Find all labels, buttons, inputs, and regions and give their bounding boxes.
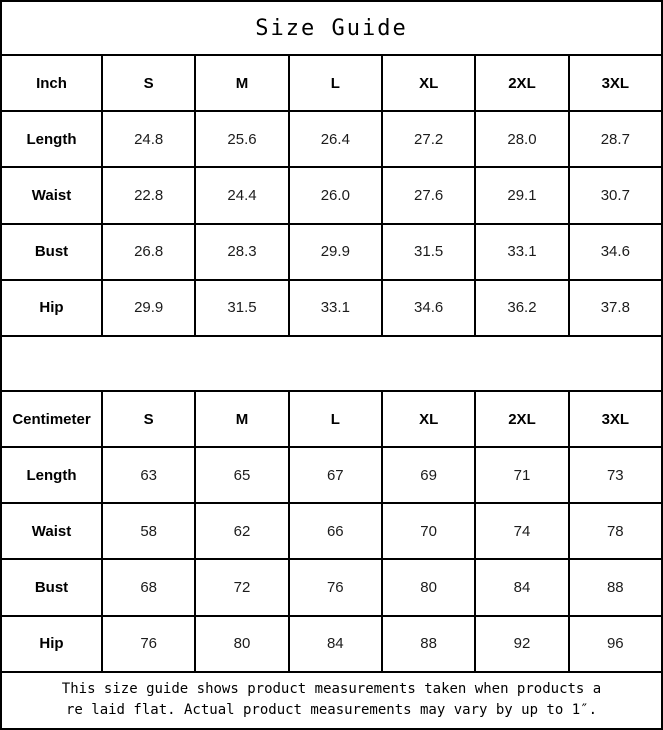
row-label: Bust xyxy=(1,559,102,615)
value-cell: 66 xyxy=(289,503,382,559)
size-header-m: M xyxy=(195,55,288,111)
value-cell: 36.2 xyxy=(475,280,568,336)
value-cell: 84 xyxy=(475,559,568,615)
value-cell: 24.8 xyxy=(102,111,195,167)
value-cell: 63 xyxy=(102,447,195,503)
value-cell: 30.7 xyxy=(569,167,662,223)
page-title: Size Guide xyxy=(1,1,662,55)
spacer-row xyxy=(1,336,662,391)
value-cell: 26.8 xyxy=(102,224,195,280)
inch-waist-row xyxy=(1,167,662,223)
cm-waist-row xyxy=(1,503,662,559)
value-cell: 71 xyxy=(475,447,568,503)
row-label: Waist xyxy=(1,167,102,223)
inch-unit-header: Inch xyxy=(1,55,102,111)
size-header-3xl: 3XL xyxy=(569,391,662,447)
value-cell: 34.6 xyxy=(569,224,662,280)
row-label: Hip xyxy=(1,280,102,336)
row-label: Length xyxy=(1,111,102,167)
value-cell: 29.9 xyxy=(102,280,195,336)
row-label: Length xyxy=(1,447,102,503)
value-cell: 73 xyxy=(569,447,662,503)
cm-length-row xyxy=(1,447,662,503)
value-cell: 69 xyxy=(382,447,475,503)
inch-bust-row xyxy=(1,224,662,280)
value-cell: 27.2 xyxy=(382,111,475,167)
title-row xyxy=(1,1,662,55)
value-cell: 96 xyxy=(569,616,662,672)
value-cell: 72 xyxy=(195,559,288,615)
value-cell: 88 xyxy=(382,616,475,672)
note-line-2: re laid flat. Actual product measurements may vary by up to 1″. xyxy=(65,702,597,719)
value-cell: 29.1 xyxy=(475,167,568,223)
size-header-m: M xyxy=(195,391,288,447)
note-row xyxy=(1,672,662,729)
value-cell: 31.5 xyxy=(195,280,288,336)
inch-hip-row xyxy=(1,280,662,336)
measurement-note xyxy=(1,672,662,729)
value-cell: 22.8 xyxy=(102,167,195,223)
value-cell: 84 xyxy=(289,616,382,672)
value-cell: 70 xyxy=(382,503,475,559)
value-cell: 68 xyxy=(102,559,195,615)
value-cell: 92 xyxy=(475,616,568,672)
row-label: Waist xyxy=(1,503,102,559)
row-label: Hip xyxy=(1,616,102,672)
size-header-2xl: 2XL xyxy=(475,391,568,447)
value-cell: 37.8 xyxy=(569,280,662,336)
cm-header-row xyxy=(1,391,662,447)
value-cell: 74 xyxy=(475,503,568,559)
value-cell: 62 xyxy=(195,503,288,559)
cm-bust-row xyxy=(1,559,662,615)
inch-header-row xyxy=(1,55,662,111)
value-cell: 34.6 xyxy=(382,280,475,336)
size-header-2xl: 2XL xyxy=(475,55,568,111)
size-header-s: S xyxy=(102,391,195,447)
value-cell: 29.9 xyxy=(289,224,382,280)
cm-unit-header: Centimeter xyxy=(1,391,102,447)
value-cell: 33.1 xyxy=(289,280,382,336)
value-cell: 88 xyxy=(569,559,662,615)
value-cell: 26.0 xyxy=(289,167,382,223)
note-line-1: This size guide shows product measurements taken when products a xyxy=(61,680,602,697)
value-cell: 58 xyxy=(102,503,195,559)
value-cell: 76 xyxy=(289,559,382,615)
size-header-l: L xyxy=(289,391,382,447)
value-cell: 78 xyxy=(569,503,662,559)
size-header-xl: XL xyxy=(382,391,475,447)
value-cell: 80 xyxy=(382,559,475,615)
value-cell: 67 xyxy=(289,447,382,503)
value-cell: 65 xyxy=(195,447,288,503)
cm-hip-row xyxy=(1,616,662,672)
spacer-cell xyxy=(1,336,662,391)
value-cell: 25.6 xyxy=(195,111,288,167)
value-cell: 28.7 xyxy=(569,111,662,167)
size-header-xl: XL xyxy=(382,55,475,111)
size-header-l: L xyxy=(289,55,382,111)
value-cell: 28.3 xyxy=(195,224,288,280)
value-cell: 24.4 xyxy=(195,167,288,223)
value-cell: 76 xyxy=(102,616,195,672)
inch-length-row xyxy=(1,111,662,167)
value-cell: 33.1 xyxy=(475,224,568,280)
value-cell: 28.0 xyxy=(475,111,568,167)
row-label: Bust xyxy=(1,224,102,280)
value-cell: 26.4 xyxy=(289,111,382,167)
size-header-3xl: 3XL xyxy=(569,55,662,111)
value-cell: 31.5 xyxy=(382,224,475,280)
value-cell: 27.6 xyxy=(382,167,475,223)
value-cell: 80 xyxy=(195,616,288,672)
size-header-s: S xyxy=(102,55,195,111)
